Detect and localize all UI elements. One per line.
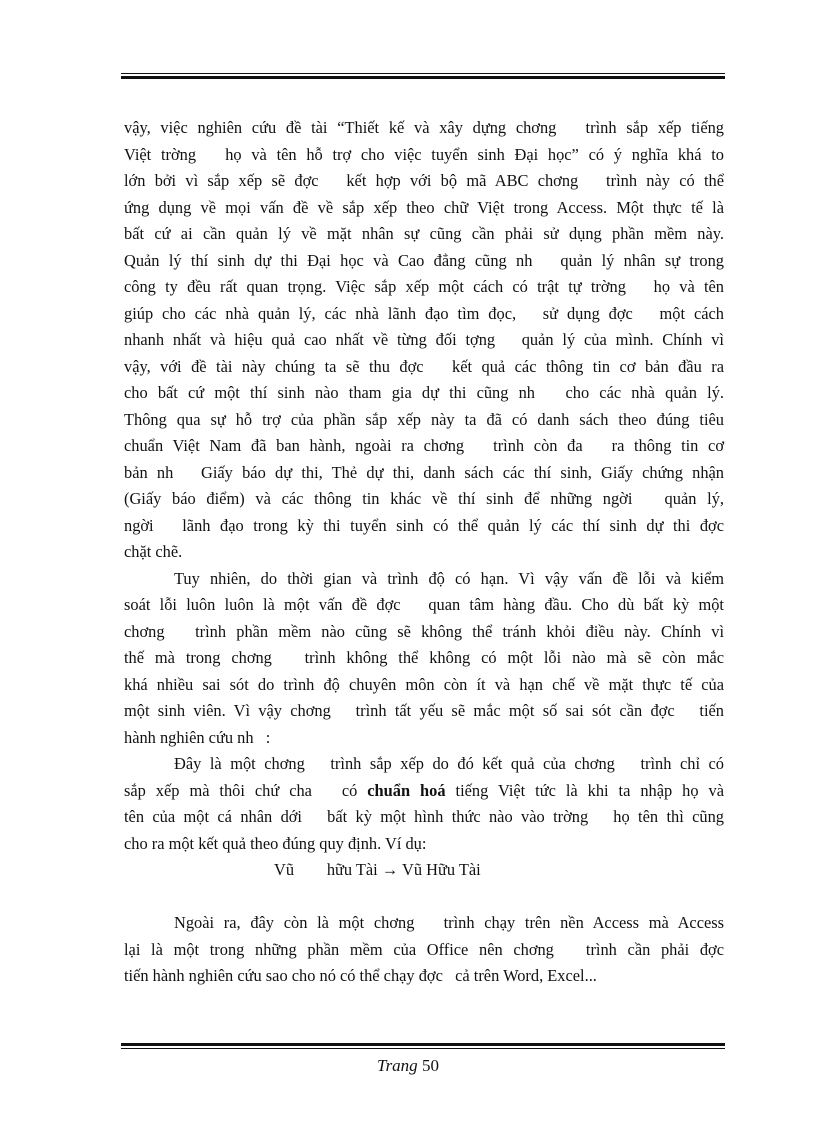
text-run: sắp xếp mà thôi chứ cha có <box>124 780 368 800</box>
text-line: cho bất cứ một thí sinh nào tham gia dự thi cũng nh cho các nhà quản lý. <box>124 383 724 402</box>
text-line: giúp cho các nhà quản lý, các nhà lãnh đạo tìm đọc, sử dụng đợc một cách <box>124 303 724 323</box>
text-line: bất cứ ai cần quản lý về mặt nhân sự cũng cần phải sử dụng phần mềm này. <box>124 224 724 243</box>
text-line: Quản lý thí sinh dự thi Đại học và Cao đẳng cũng nh quản lý nhân sự trong <box>124 250 724 270</box>
text-run: tiếng Việt tức là khi ta nhập họ và <box>445 780 724 800</box>
page-label: Trang <box>377 1056 418 1075</box>
text-line: vậy, với đề tài này chúng ta sẽ thu đợc kết quả các thông tin cơ bản đầu ra <box>124 356 724 376</box>
paragraph-1 <box>124 115 724 566</box>
text-line: chặt chẽ. <box>124 542 183 561</box>
text-line: bản nh Giấy báo dự thi, Thẻ dự thi, danh sách các thí sinh, Giấy chứng nhận <box>124 462 724 482</box>
text-line: vậy, việc nghiên cứu đề tài “Thiết kế và xây dựng chơng trình sắp xếp tiếng <box>124 118 724 137</box>
text-line: lại là một trong những phần mềm của Office nên chơng trình cần phải đợc <box>124 939 724 959</box>
text-line: Tuy nhiên, do thời gian và trình độ có hạn. Vì vậy vấn đề lỗi và kiểm <box>174 568 724 588</box>
header-rule <box>121 73 725 79</box>
text-line: công ty đều rất quan trọng. Việc sắp xếp một cách có trật tự trờng họ và tên <box>124 277 724 296</box>
text-line <box>124 778 724 805</box>
text-line: ứng dụng về mọi vấn đề về sắp xếp theo chữ Việt trong Access. Một thực tế là <box>124 197 724 217</box>
footer-rule <box>121 1043 725 1049</box>
text-line: nhanh nhất và hiệu quả cao nhất về từng đối tợng quản lý của mình. Chính vì <box>124 330 724 349</box>
page-footer <box>0 1056 816 1076</box>
text-line: khá nhiều sai sót do trình độ chuyên môn còn ít và hạn chế về mặt thực tế của <box>124 674 724 694</box>
example-line: Vũ hữu Tài → Vũ Hữu Tài <box>274 860 481 879</box>
text-line: chuẩn Việt Nam đã ban hành, ngoài ra chơng trình còn đa ra thông tin cơ <box>124 436 724 455</box>
paragraph-4 <box>124 910 724 990</box>
text-line: thế mà trong chơng trình không thể không có một lỗi nào mà sẽ còn mắc <box>124 648 724 667</box>
text-line: Thông qua sự hỗ trợ của phần sắp xếp này ta đã có danh sách theo đúng tiêu <box>124 409 724 429</box>
text-line: hành nghiên cứu nh : <box>124 727 271 747</box>
text-line: cho ra một kết quả theo đúng quy định. Ví dụ: <box>124 833 427 853</box>
page-number: 50 <box>421 1056 439 1075</box>
text-line: chơng trình phần mềm nào cũng sẽ không thể tránh khỏi điều này. Chính vì <box>124 621 724 641</box>
page-body <box>124 115 724 990</box>
text-line: tên của một cá nhân dới bất kỳ một hình thức nào vào trờng họ tên thì cũng <box>124 807 724 826</box>
text-line: soát lỗi luôn luôn là một vấn đề đợc quan tâm hàng đầu. Cho dù bất kỳ một <box>124 595 724 614</box>
text-line: Việt trờng họ và tên hỗ trợ cho việc tuyển sinh Đại học” có ý nghĩa khá to <box>124 144 724 164</box>
bold-term: chuẩn hoá <box>367 780 446 800</box>
text-line: Đây là một chơng trình sắp xếp do đó kết quả của chơng trình chỉ có <box>174 754 724 773</box>
text-line: Ngoài ra, đây còn là một chơng trình chạy trên nền Access mà Access <box>174 913 724 932</box>
text-line: lớn bởi vì sắp xếp sẽ đợc kết hợp với bộ mã ABC chơng trình này có thể <box>124 171 724 190</box>
spacer <box>124 884 724 911</box>
text-line: tiến hành nghiên cứu sao cho nó có thể chạy đợc cả trên Word, Excel... <box>124 966 597 985</box>
text-line: ngời lãnh đạo trong kỳ thi tuyển sinh có thể quản lý các thí sinh dự thi đợc <box>124 515 724 535</box>
paragraph-3 <box>124 751 724 857</box>
text-line: một sinh viên. Vì vậy chơng trình tất yếu sẽ mắc một số sai sót cần đợc tiến <box>124 701 724 720</box>
paragraph-2 <box>124 566 724 752</box>
text-line: (Giấy báo điểm) và các thông tin khác về thí sinh để những ngời quản lý, <box>124 489 724 508</box>
